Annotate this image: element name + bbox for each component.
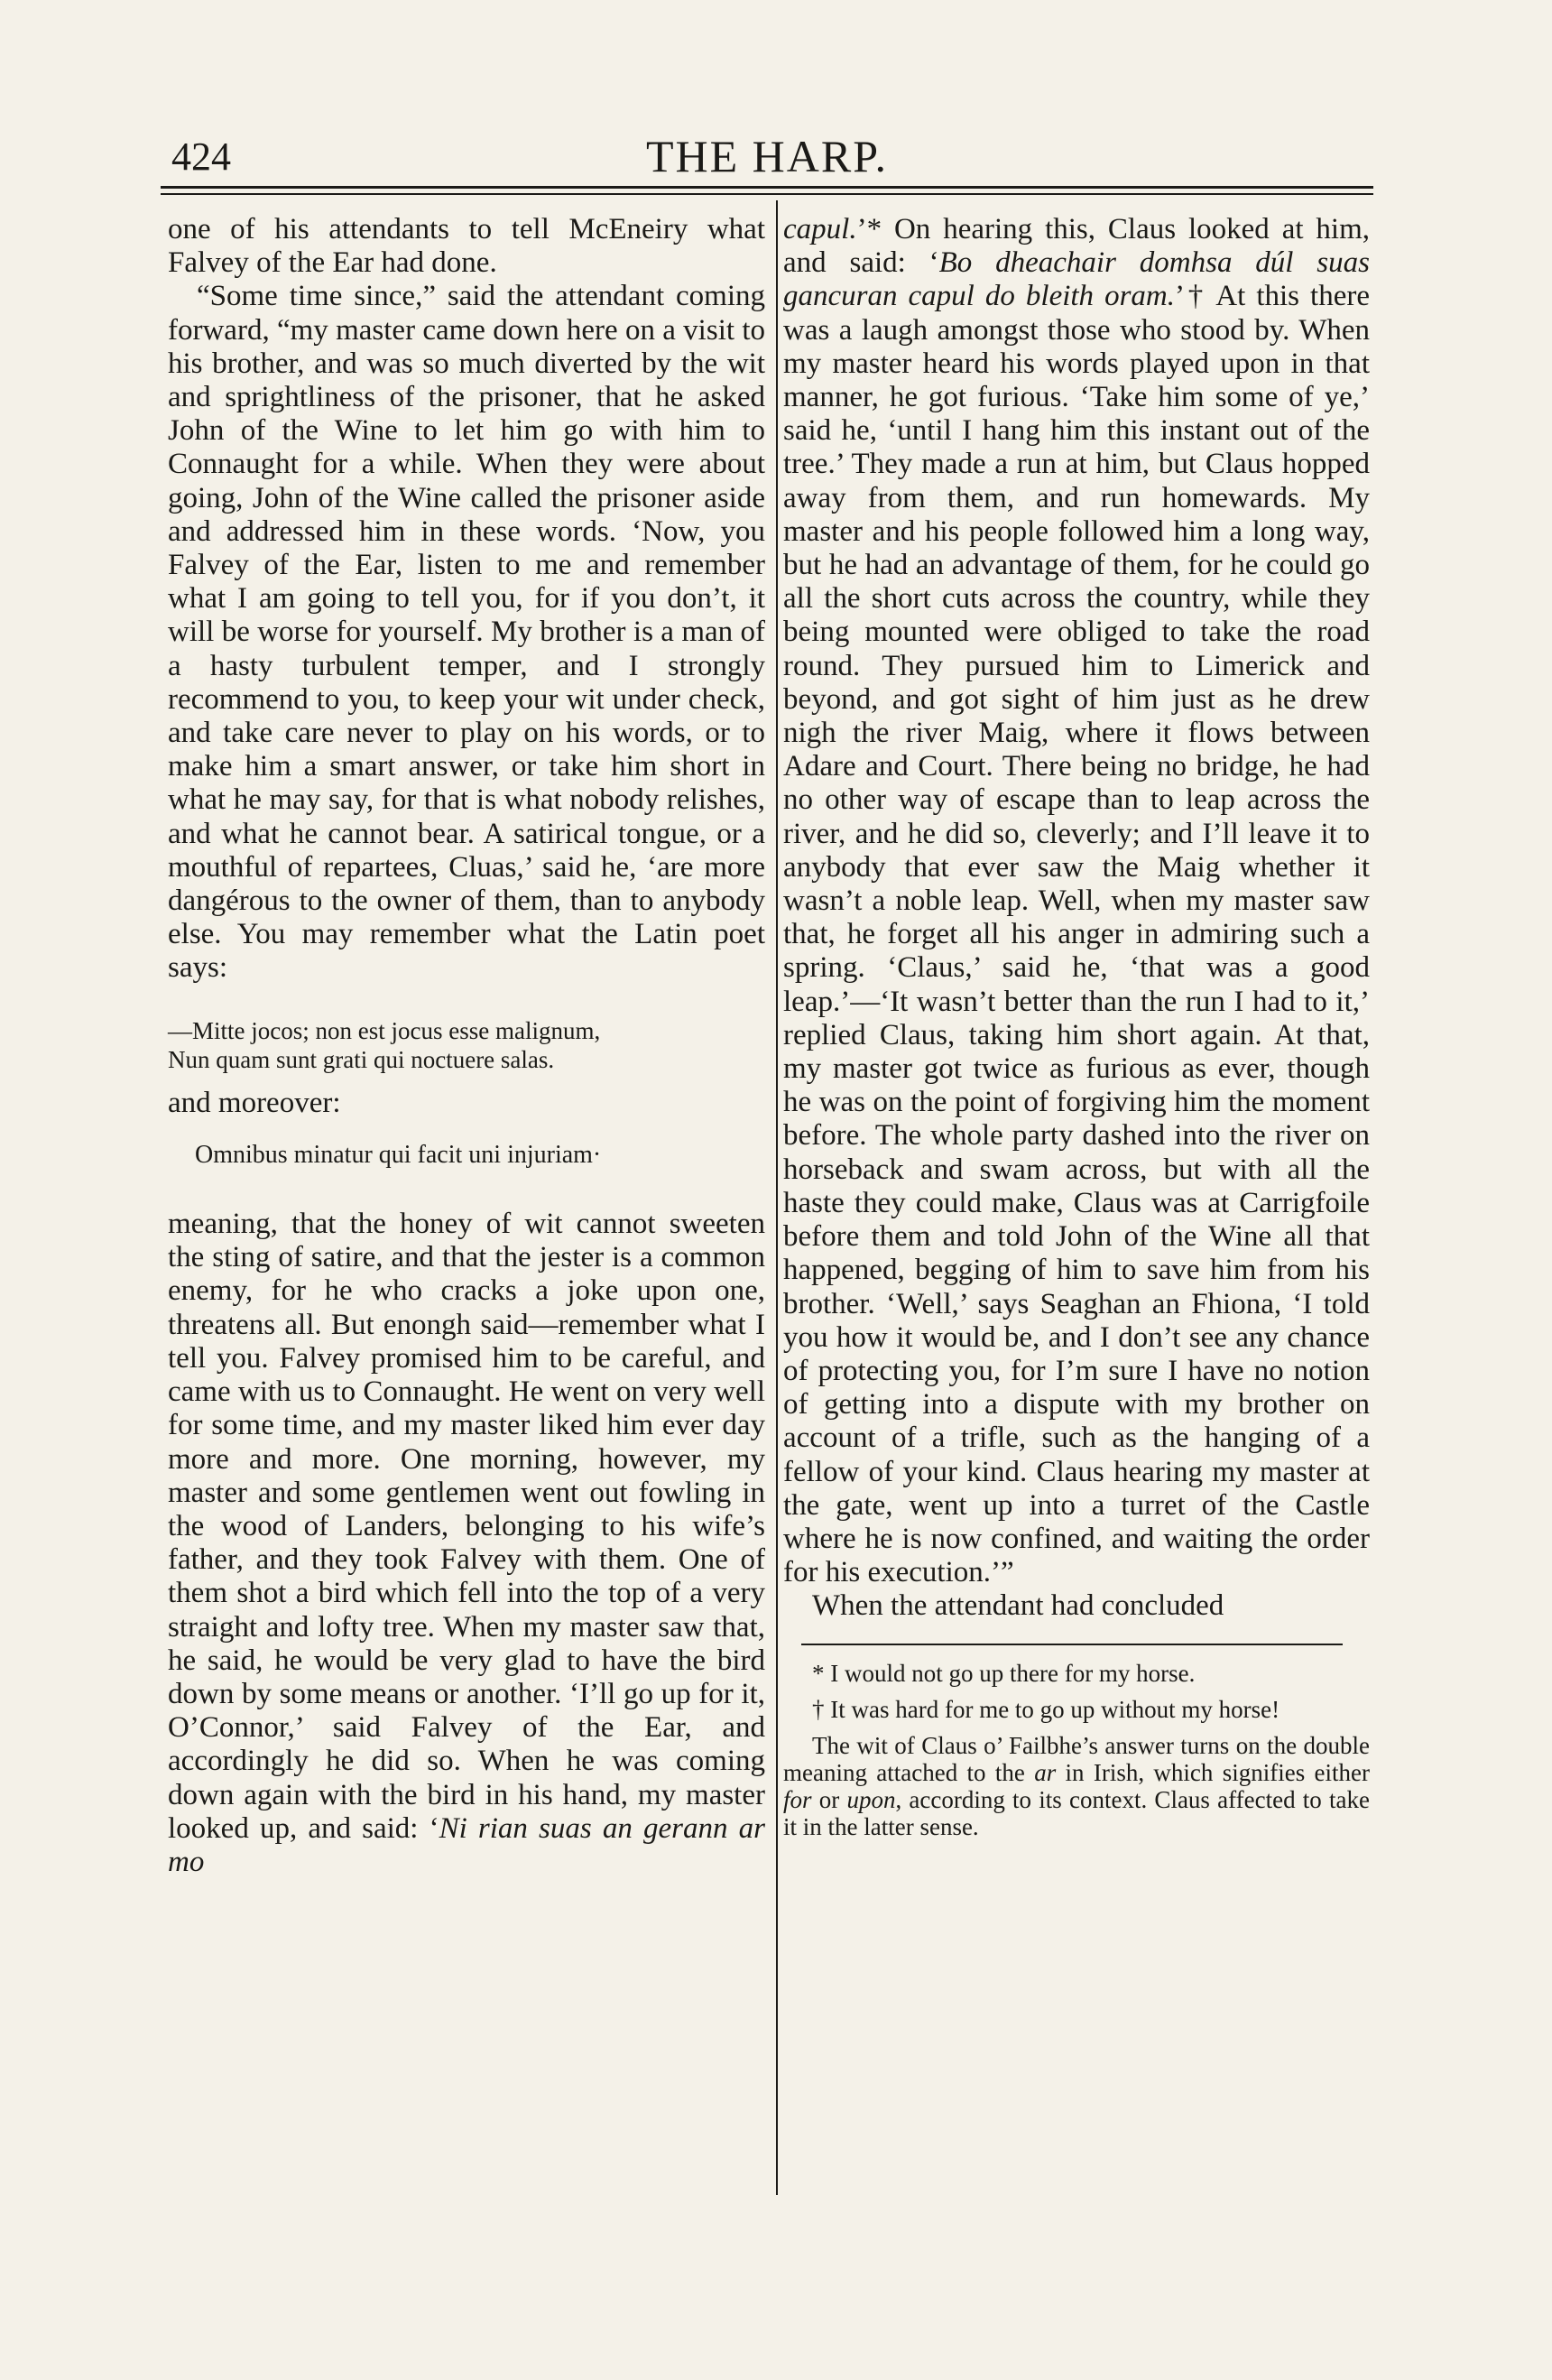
footnote: * I would not go up there for my horse. <box>812 1659 1196 1687</box>
latin-quote <box>168 1016 765 1074</box>
text-span: or <box>811 1785 847 1813</box>
irish-phrase: Bo dheachair domhsa dúl suas gancuran capul do bleith oram. <box>783 246 1370 313</box>
footnote: † It was hard for me to go up without my horse! <box>812 1695 1280 1723</box>
right-column <box>783 213 1370 1849</box>
text-span: in Irish, which signifies either <box>1056 1758 1370 1786</box>
page-number: 424 <box>171 134 231 179</box>
paragraph: “Some time since,” said the attendant coming forward, “my master came down here on a visit to his brother, and was so much diverted by the wit and sprightliness of the prisoner, that he asked John of the Wine to let him go with him to Connaught for a while. When they were about going, John of the Wine called the prisoner aside and addressed him in these words. ‘Now, you Falvey of the Ear, listen to me and remember what I am going to tell you, for if you don’t, it will be worse for yourself. My brother is a man of a hasty turbulent temper, and I strongly recommend to you, to keep your wit under check, and take care never to play on his words, or to make him a smart answer, or take him short in what he may say, for that is what nobody relishes, and what he cannot bear. A satirical tongue, or a mouthful of repartees, Cluas,’ said he, ‘are more dangérous to the owner of them, than to anybody else. You may remember what the Latin poet says: <box>168 280 765 985</box>
footnote <box>783 1732 1370 1840</box>
text-span: , according to its context. Claus affected to take it in the latter sense. <box>783 1785 1370 1840</box>
irish-phrase: capul. <box>783 213 857 245</box>
italic-word: for <box>783 1785 812 1813</box>
footnote-rule <box>801 1644 1343 1645</box>
paragraph: one of his attendants to tell McEneiry what Falvey of the Ear had done. <box>168 213 765 280</box>
header-rule-thin <box>161 193 1373 195</box>
irish-phrase: Ni rian suas an gerann ar mo <box>168 1811 765 1878</box>
latin-quote: Omnibus minatur qui facit uni injuriam· <box>195 1140 602 1169</box>
text-span: meaning, that the honey of wit cannot sweeten the sting of satire, and that the jester is a common enemy, for he who cracks a joke upon one, threatens all. But enongh said—remember what I tell you. Falvey promised him to be careful, and came with us to Connaught. He went on very well for some time, and my master liked him ever day more and more. One morning, however, my master and some gentlemen went out fowling in the wood of Landers, belonging to his wife’s father, and they took Falvey with them. One of them shot a bird which fell into the top of a very straight and lofty tree. When my master saw that, he said, he would be very glad to have the bird down by some means or another. ‘I’ll go up for it, O’Connor,’ said Falvey of the Ear, and accordingly he did so. When he was coming down again with the bird in his hand, my master looked up, and said: ‘ <box>168 1208 765 1845</box>
header-rule <box>161 186 1373 189</box>
running-title: THE HARP. <box>645 131 889 181</box>
page-header <box>161 126 1373 190</box>
footnotes <box>783 1660 1370 1840</box>
paragraph <box>783 213 1370 1589</box>
text-span: The wit of Claus o’ Failbhe’s answer turns on the double meaning attached to the <box>783 1731 1370 1786</box>
left-column <box>168 213 765 1879</box>
quote-line: Nun quam sunt grati qui noctuere salas. <box>168 1045 555 1073</box>
text-span: ’† At this there was a laugh amongst those who stood by. When my master heard his words played upon in that manner, he got furious. ‘Take him some of ye,’ said he, ‘until I hang him this instant out of the tree.’ They made a run at him, but Claus hopped away from them, and run homewards. My master and his people followed him a long way, but he had an advantage of them, for he could go all the short cuts across the country, while they being mounted were obliged to take the road round. They pursued him to Limerick and beyond, and got sight of him just as he drew nigh the river Maig, where it flows between Adare and Court. There being no bridge, he had no other way of escape than to leap across the river, and he did so, cleverly; and I’ll leave it to anybody that ever saw the Maig whether it wasn’t a noble leap. Well, when my master saw that, he forget all his anger in admiring such a spring. ‘Claus,’ said he, ‘that was a good leap.’—‘It wasn’t better than the run I had to it,’ replied Claus, taking him short again. At that, my master got twice as furious as ever, though he was on the point of forgiving him the moment before. The whole party dashed into the river on horseback and swam across, but with all the haste they could make, Claus was at Carrigfoile before them and told John of the Wine all that happened, begging of him to save him from his brother. ‘Well,’ says Seaghan an Fhiona, ‘I told you how it would be, and I don’t see any chance of protecting you, for I’m sure I have no notion of getting into a dispute with my brother on account of a trifle, such as the hanging of a fellow of your kind. Claus hearing my master at the gate, went up into a turret of the Castle where he is now confined, and waiting the order for his execution.’” <box>783 280 1370 1589</box>
italic-word: ar <box>1034 1758 1057 1786</box>
paragraph: When the attendant had concluded <box>812 1589 1224 1623</box>
quote-line: —Mitte jocos; non est jocus esse malignum, <box>168 1016 601 1044</box>
italic-word: upon <box>846 1785 896 1813</box>
paragraph <box>168 1208 765 1879</box>
text-span: ’* On hearing this, Claus looked at him, and said: ‘ <box>783 213 1370 280</box>
column-divider <box>776 200 778 2195</box>
paragraph: and moreover: <box>168 1086 341 1119</box>
